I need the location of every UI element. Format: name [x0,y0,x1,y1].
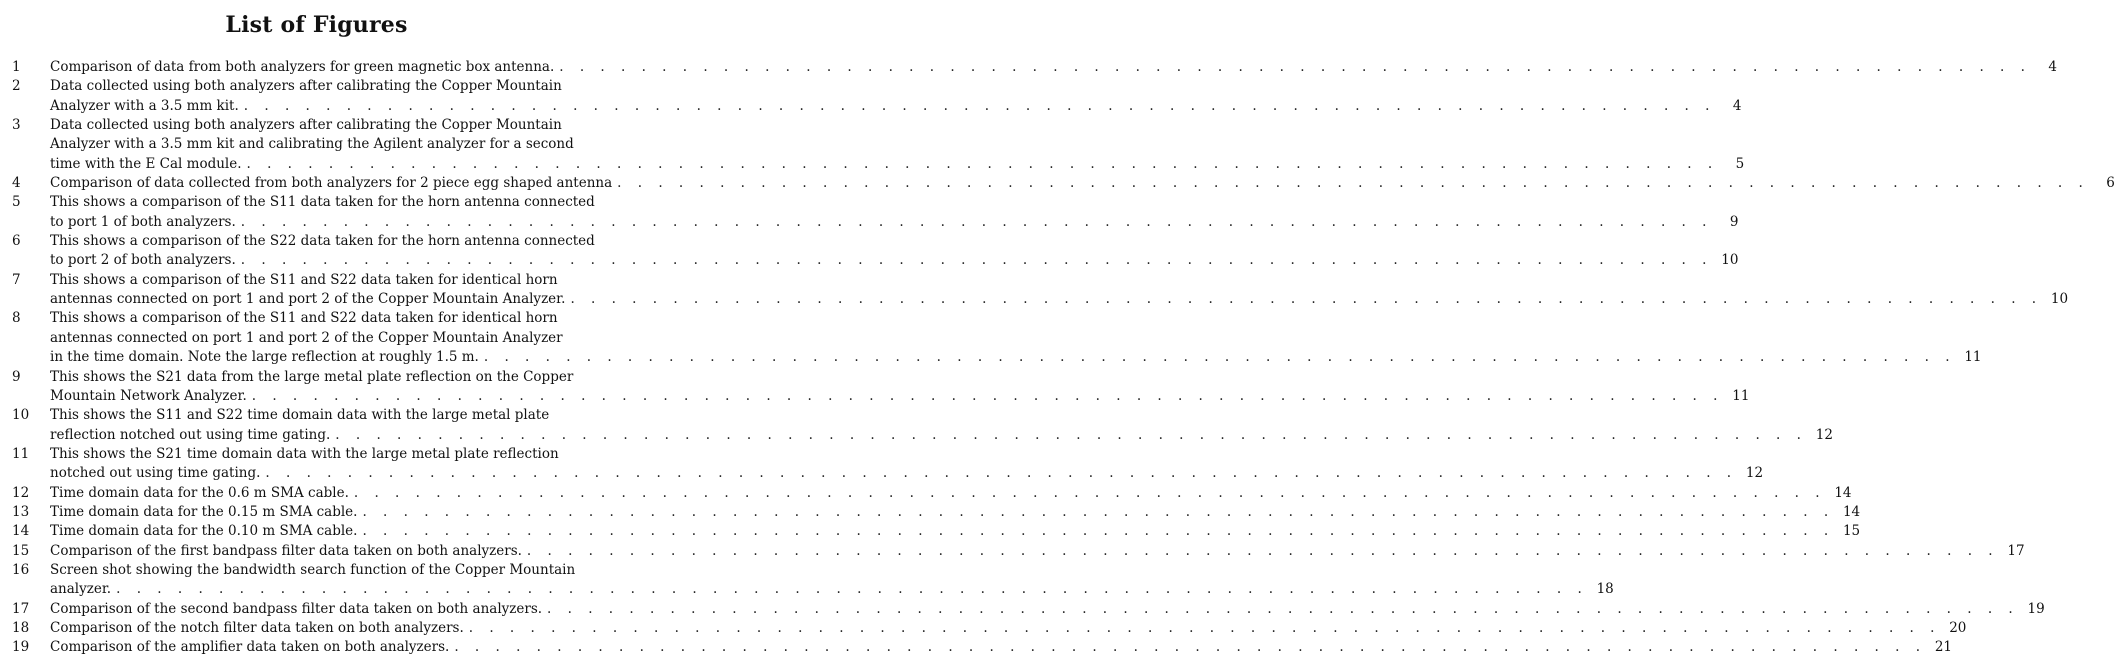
figure-entry [12,77,1742,116]
figure-caption [50,619,1966,638]
figure-caption [50,445,1763,484]
figure-caption [50,58,2057,77]
caption-line [50,213,1738,232]
caption-text: Data collected using both analyzers after calibrating the Copper Mountain [50,117,562,134]
caption-line [50,58,2057,77]
caption-text: Time domain data for the 0.15 m SMA cable. [50,503,358,520]
caption-line [50,116,1744,135]
figure-number: 17 [12,600,30,617]
caption-line [50,135,1744,154]
page-number: 21 [1934,639,1952,656]
figure-number: 9 [12,368,21,385]
figure-caption [50,309,1982,367]
caption-text: This shows a comparison of the S11 data taken for the horn antenna connected [50,194,595,211]
leader-dots: . . . . . . . . . . . . . . . . . . . . . . . . . . . . . . . . . . . . . . . . . . . . . . . . . . . . . . . . . . . . . . . . . . . . . . . . [454,639,1926,656]
figure-entry [12,232,1739,271]
caption-text: Analyzer with a 3.5 mm kit and calibrating the Agilent analyzer for a second [50,136,574,153]
caption-text: Comparison of data collected from both analyzers for 2 piece egg shaped antenna [50,175,613,192]
page-number: 4 [1732,97,1742,114]
caption-text: This shows a comparison of the S11 and S22 data taken for identical horn [50,271,558,288]
page-number: 14 [1834,484,1852,501]
figure-caption [50,406,1833,445]
caption-line [50,348,1982,367]
caption-text: Comparison of the first bandpass filter data taken on both analyzers. [50,542,522,559]
figure-caption [50,232,1738,271]
leader-dots: . . . . . . . . . . . . . . . . . . . . . . . . . . . . . . . . . . . . . . . . . . . . . . . . . . . . . . . . . . . . . . . . . . . . . . . . [526,542,1999,559]
figure-entry [12,542,2025,561]
figure-entry [12,484,1852,503]
leader-dots: . . . . . . . . . . . . . . . . . . . . . . . . . . . . . . . . . . . . . . . . . . . . . . . . . . . . . . . . . . . . . . . . . . . . . . . . [547,600,2019,617]
leader-dots: . . . . . . . . . . . . . . . . . . . . . . . . . . . . . . . . . . . . . . . . . . . . . . . . . . . . . . . . . . . . . . . . . . . . . . . . [243,97,1716,114]
caption-line [50,638,1952,657]
leader-dots: . . . . . . . . . . . . . . . . . . . . . . . . . . . . . . . . . . . . . . . . . . . . . . . . . . . . . . . . . . . . . . . . . . . . . . . . [240,252,1713,269]
caption-text: Comparison of the amplifier data taken on both analyzers. [50,639,450,656]
leader-dots: . . . . . . . . . . . . . . . . . . . . . . . . . . . . . . . . . . . . . . . . . . . . . . . . . . . . . . . . . . . . . . . . . . . . . . . . [362,503,1835,520]
caption-text: Screen shot showing the bandwidth search function of the Copper Mountain [50,561,576,578]
caption-line [50,251,1738,270]
figure-caption [50,77,1741,116]
page-number: 10 [1721,252,1739,269]
figure-entry [12,503,1861,522]
caption-text: This shows the S21 time domain data with the large metal plate reflection [50,445,559,462]
figure-entry [12,619,1967,638]
caption-line [50,580,1614,599]
figure-number: 14 [12,523,30,540]
caption-line [50,406,1833,425]
page-number: 17 [2007,542,2025,559]
figure-caption [50,271,2068,310]
caption-text: to port 2 of both analyzers. [50,252,236,269]
caption-text: to port 1 of both analyzers. [50,213,236,230]
caption-line [50,503,1860,522]
leader-dots: . . . . . . . . . . . . . . . . . . . . . . . . . . . . . . . . . . . . . . . . . . . . . . . . . . . . . . . . . . . . . . . . . . . . . . . . [483,349,1956,366]
figure-caption [50,638,1952,657]
figure-number: 19 [12,639,30,656]
caption-text: This shows a comparison of the S22 data taken for the horn antenna connected [50,233,595,250]
figure-entry [12,561,1614,600]
page-number: 20 [1949,619,1967,636]
caption-text: antennas connected on port 1 and port 2 of the Copper Mountain Analyzer [50,329,563,346]
leader-dots: . . . . . . . . . . . . . . . . . . . . . . . . . . . . . . . . . . . . . . . . . . . . . . . . . . . . . . . . . . . . . . . . . . . . . . . . [251,387,1724,404]
figure-number: 6 [12,233,21,250]
figure-caption [50,522,1860,541]
caption-text: in the time domain. Note the large reflection at roughly 1.5 m. [50,349,479,366]
figure-entry [12,600,2045,619]
caption-line [50,464,1763,483]
caption-line [50,445,1763,464]
figure-number: 4 [12,175,21,192]
page-number: 4 [2048,59,2057,75]
caption-line [50,329,1982,348]
page-number: 12 [1745,465,1764,482]
figure-caption [50,503,1860,522]
caption-line [50,77,1741,96]
page-number: 11 [1964,349,1982,366]
caption-text: reflection notched out using time gating. [50,426,331,443]
caption-line [50,193,1738,212]
caption-line [50,387,1749,406]
figure-caption [50,116,1744,174]
caption-text: Time domain data for the 0.6 m SMA cable. [50,484,349,501]
leader-dots: . . . . . . . . . . . . . . . . . . . . . . . . . . . . . . . . . . . . . . . . . . . . . . . . . . . . . . . . . . . . . . . . . . . . . . . . [559,59,2031,75]
figure-caption [50,542,2025,561]
page-number: 19 [2027,600,2045,617]
leader-dots: . . . . . . . . . . . . . . . . . . . . . . . . . . . . . . . . . . . . . . . . . . . . . . . . . . . . . . . . . . . . . . . . . . . . . . . . [570,291,2043,308]
leader-dots: . . . . . . . . . . . . . . . . . . . . . . . . . . . . . . . . . . . . . . . . . . . . . . . . . . . . . . . . . . . . . . . . . . . . . . . . [265,465,1738,482]
figure-entry [12,58,2057,77]
figure-number: 3 [12,117,21,134]
leader-dots: . . . . . . . . . . . . . . . . . . . . . . . . . . . . . . . . . . . . . . . . . . . . . . . . . . . . . . . . . . . . . . . . . . . . . . . . [240,213,1713,230]
caption-line [50,522,1860,541]
caption-line [50,309,1982,328]
caption-text: Comparison of the notch filter data taken on both analyzers. [50,619,464,636]
figure-number: 11 [12,445,30,462]
caption-line [50,426,1833,445]
caption-text: Analyzer with a 3.5 mm kit. [50,97,239,114]
figure-caption [50,600,2045,619]
caption-line [50,561,1614,580]
caption-line [50,97,1741,116]
figure-entry [12,445,1764,484]
figure-entry [12,193,1739,232]
figure-number: 2 [12,78,21,95]
figure-number: 13 [12,503,30,520]
caption-line [50,368,1749,387]
caption-line [50,290,2068,309]
caption-line [50,232,1738,251]
leader-dots: . . . . . . . . . . . . . . . . . . . . . . . . . . . . . . . . . . . . . . . . . . . . . . . . . . . . . . . . . . . . . . . . . . . . . . . . [617,175,2089,192]
page-number: 18 [1596,581,1614,598]
figure-number: 12 [12,484,30,501]
figure-entry [12,522,1861,541]
page-number: 14 [1842,503,1861,520]
caption-text: Data collected using both analyzers after calibrating the Copper Mountain [50,78,562,95]
figure-entry [12,368,1750,407]
leader-dots: . . . . . . . . . . . . . . . . . . . . . . . . . . . . . . . . . . . . . . . . . . . . . . . . . . . . . . . . . . . . . . . . . . . . . . . . [116,581,1588,598]
page-number: 9 [1729,213,1739,230]
page-number: 11 [1732,387,1750,404]
figure-number: 10 [12,407,30,424]
page-title: List of Figures [225,12,408,38]
caption-line [50,619,1966,638]
figure-caption [50,561,1614,600]
figure-caption [50,484,1852,503]
page-number: 15 [1842,523,1861,540]
figure-number: 18 [12,619,30,636]
caption-text: Mountain Network Analyzer. [50,387,247,404]
caption-text: antennas connected on port 1 and port 2 of the Copper Mountain Analyzer. [50,291,566,308]
figure-number: 7 [12,271,21,288]
page-number: 5 [1735,155,1745,172]
caption-line [50,484,1852,503]
caption-text: This shows the S11 and S22 time domain data with the large metal plate [50,407,550,424]
page-number: 6 [2106,175,2115,192]
page-number: 10 [2050,291,2069,308]
figure-number: 5 [12,194,21,211]
caption-text: Comparison of data from both analyzers for green magnetic box antenna. [50,59,555,75]
caption-line [50,542,2025,561]
figure-entry [12,406,1833,445]
figure-number: 8 [12,310,21,327]
figure-list [12,58,2115,658]
caption-line [50,155,1744,174]
figure-number: 1 [12,59,21,75]
caption-text: time with the E Cal module. [50,155,242,172]
caption-text: Time domain data for the 0.10 m SMA cable. [50,523,358,540]
caption-line [50,271,2068,290]
caption-text: notched out using time gating. [50,465,261,482]
leader-dots: . . . . . . . . . . . . . . . . . . . . . . . . . . . . . . . . . . . . . . . . . . . . . . . . . . . . . . . . . . . . . . . . . . . . . . . . [362,523,1835,540]
figure-caption [50,193,1738,232]
caption-text: This shows the S21 data from the large metal plate reflection on the Copper [50,368,574,385]
figure-entry [12,174,2115,193]
leader-dots: . . . . . . . . . . . . . . . . . . . . . . . . . . . . . . . . . . . . . . . . . . . . . . . . . . . . . . . . . . . . . . . . . . . . . . . . [335,426,1807,443]
leader-dots: . . . . . . . . . . . . . . . . . . . . . . . . . . . . . . . . . . . . . . . . . . . . . . . . . . . . . . . . . . . . . . . . . . . . . . . . [468,619,1941,636]
figure-caption [50,368,1749,407]
figure-entry [12,309,1982,367]
caption-line [50,600,2045,619]
figure-caption [50,174,2115,193]
caption-line [50,174,2115,193]
leader-dots: . . . . . . . . . . . . . . . . . . . . . . . . . . . . . . . . . . . . . . . . . . . . . . . . . . . . . . . . . . . . . . . . . . . . . . . . [353,484,1826,501]
figure-number: 15 [12,542,30,559]
figure-number: 16 [12,561,30,578]
leader-dots: . . . . . . . . . . . . . . . . . . . . . . . . . . . . . . . . . . . . . . . . . . . . . . . . . . . . . . . . . . . . . . . . . . . . . . . . [246,155,1719,172]
figure-entry [12,116,1745,174]
figure-entry [12,638,1952,657]
caption-text: analyzer. [50,581,112,598]
caption-text: This shows a comparison of the S11 and S22 data taken for identical horn [50,310,558,327]
page-number: 12 [1815,426,1833,443]
caption-text: Comparison of the second bandpass filter data taken on both analyzers. [50,600,543,617]
figure-entry [12,271,2069,310]
